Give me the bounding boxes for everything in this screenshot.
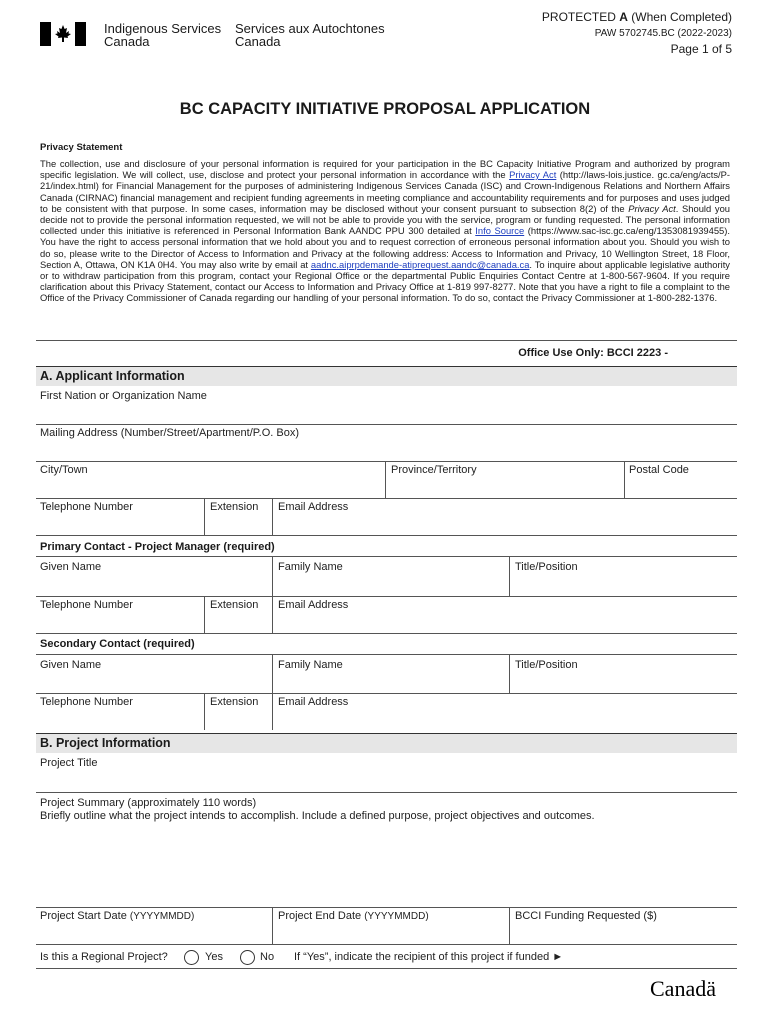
col-divider xyxy=(272,596,273,633)
col-divider xyxy=(204,596,205,633)
end-date-label xyxy=(278,910,429,922)
regional-recipient-instruction: If “Yes”, indicate the recipient of this project if funded ► xyxy=(294,951,564,963)
atip-email-link[interactable]: aadnc.aiprpdemande-atiprequest.aandc@canada.ca xyxy=(310,258,530,270)
secondary-phone-label: Telephone Number xyxy=(40,696,133,708)
applicant-phone-label: Telephone Number xyxy=(40,501,133,513)
regional-no-label: No xyxy=(260,951,275,963)
regional-yes-label: Yes xyxy=(205,951,223,963)
row-divider xyxy=(36,424,737,425)
regional-yes-radio[interactable] xyxy=(184,950,199,965)
primary-family-name-label: Family Name xyxy=(278,561,343,573)
primary-phone-label: Telephone Number xyxy=(40,599,133,611)
col-divider xyxy=(624,461,625,498)
privacy-act-link[interactable]: Privacy Act xyxy=(509,169,557,181)
end-date-text: Project End Date xyxy=(278,910,362,922)
start-date-format: (YYYYMMDD) xyxy=(129,911,195,922)
department-name-french xyxy=(235,22,385,48)
section-a-header xyxy=(36,366,737,386)
applicant-extension-label: Extension xyxy=(210,501,259,513)
department-name-english xyxy=(104,22,221,48)
col-divider xyxy=(509,654,510,693)
province-label: Province/Territory xyxy=(391,464,477,476)
primary-given-name-label: Given Name xyxy=(40,561,102,573)
regional-no-radio[interactable] xyxy=(240,950,255,965)
col-divider xyxy=(272,654,273,693)
page-number: Page 1 of 5 xyxy=(670,42,732,56)
protected-letter: A xyxy=(619,10,628,24)
secondary-family-name-label: Family Name xyxy=(278,659,343,671)
protected-prefix: PROTECTED xyxy=(541,10,616,24)
privacy-act-italic: Privacy Act xyxy=(628,202,676,214)
primary-contact-heading: Primary Contact - Project Manager (required) xyxy=(40,541,275,553)
secondary-email-label: Email Address xyxy=(278,696,349,708)
primary-extension-label: Extension xyxy=(210,599,259,611)
row-divider xyxy=(36,596,737,597)
col-divider xyxy=(385,461,386,498)
row-divider xyxy=(36,633,737,634)
funding-requested-label: BCCI Funding Requested ($) xyxy=(515,910,657,922)
privacy-text-1: The collection, use and disclosure of your personal information is required for your participation in the BC Capacity Initiative Program and authorized by program specific legislation. We will collect, use, disclose and protect your personal information in accordance with the xyxy=(40,158,730,181)
row-divider xyxy=(36,654,737,655)
page-title: BC CAPACITY INITIATIVE PROPOSAL APPLICATION xyxy=(179,100,591,118)
protected-label xyxy=(542,10,732,24)
dept-fr-line2: Canada xyxy=(235,34,281,49)
row-divider xyxy=(36,461,737,462)
row-divider xyxy=(36,944,737,945)
applicant-email-label: Email Address xyxy=(278,501,349,513)
col-divider xyxy=(272,693,273,730)
row-divider xyxy=(36,498,737,499)
form-number: PAW 5702745.BC (2022-2023) xyxy=(594,28,732,39)
col-divider xyxy=(272,556,273,596)
row-divider xyxy=(36,792,737,793)
end-date-format: (YYYYMMDD) xyxy=(364,911,429,922)
privacy-text-2: (http://laws-lois.justice. gc.ca/eng/acts/P-21/index.html) for Financial Management for the purposes of administering Indigenous Services Canada (ISC) and Crown-Indigenous Relations and Northern Affairs Canada (CIRNAC) financial management and recipient funding agreements in meeting compliance and accountability requirements and for purposes and uses judged to be consistent with that purpose. In some cases, information may be disclosed without your consent pursuant to subsection 8(2) of the xyxy=(40,169,730,214)
dept-fr-line1: Services aux Autochtones xyxy=(235,21,385,36)
row-divider xyxy=(36,693,737,694)
row-divider xyxy=(36,556,737,557)
dept-en-line2: Canada xyxy=(104,34,150,49)
canada-flag-icon xyxy=(40,22,86,46)
regional-project-question: Is this a Regional Project? xyxy=(40,951,168,963)
dept-en-line1: Indigenous Services xyxy=(104,21,222,36)
postal-code-label: Postal Code xyxy=(629,464,689,476)
col-divider xyxy=(272,498,273,535)
canada-wordmark: Canadä xyxy=(650,976,716,1001)
secondary-extension-label: Extension xyxy=(210,696,259,708)
divider xyxy=(36,340,737,341)
project-summary-hint: Briefly outline what the project intends to accomplish. Include a defined purpose, project objectives and outcomes. xyxy=(40,810,595,822)
row-divider xyxy=(36,535,737,536)
office-use-label: Office Use Only: BCCI 2223 - xyxy=(518,347,668,359)
mailing-address-label: Mailing Address (Number/Street/Apartment/P.O. Box) xyxy=(40,427,300,439)
org-name-label: First Nation or Organization Name xyxy=(40,390,207,402)
primary-title-label: Title/Position xyxy=(515,561,578,573)
col-divider xyxy=(204,498,205,535)
col-divider xyxy=(204,693,205,730)
privacy-text-3: . Should you decide not to provide the personal information requested, we will not be able to provide you with the service, program or funding requested. The personal information collected under this initiative is referenced in Personal Information Bank AANDC PPU 300 detailed at xyxy=(40,202,730,237)
privacy-statement xyxy=(40,158,730,304)
row-divider xyxy=(36,907,737,908)
privacy-text-4: (https://www.sac-isc.gc.ca/eng/1353081939455). You have the right to access personal information that we hold about you and to request correction of erroneous personal information about you. Should you wish to do so, please write to the Director of Access to Information and Privacy at the following address: Access to Information and Privacy, 10 Wellington Street, 18 Floor, Section A, Ottawa, ON K1A 0H4. You may also write by email at xyxy=(40,225,730,270)
col-divider xyxy=(509,907,510,944)
section-a-title: A. Applicant Information xyxy=(40,369,185,383)
row-divider xyxy=(36,968,737,969)
start-date-label xyxy=(40,910,194,922)
section-b-title: B. Project Information xyxy=(40,736,171,750)
primary-email-label: Email Address xyxy=(278,599,349,611)
project-summary-label: Project Summary (approximately 110 words) xyxy=(40,797,257,809)
secondary-title-label: Title/Position xyxy=(515,659,578,671)
city-label: City/Town xyxy=(40,464,88,476)
protected-suffix: (When Completed) xyxy=(631,10,732,24)
privacy-heading: Privacy Statement xyxy=(40,142,123,153)
project-title-label: Project Title xyxy=(40,757,98,769)
privacy-text-5: . To inquire about applicable legislative authority or to withdraw participation from this program, contact your Regional Office or the departmental Public Enquiries Contact Centre at 1-800-567-9604. If you require clarification about this Privacy Statement, contact our Access to Information and Privacy Office at 1-819 997-8277. Note that you have a right to file a complaint to the Office of the Privacy Commissioner of Canada regarding our handling of your personal information. To do so, contact the Privacy Commissioner at 1-800-282-1376. xyxy=(40,258,730,304)
info-source-link[interactable]: Info Source xyxy=(475,225,525,237)
section-b-header xyxy=(36,733,737,753)
col-divider xyxy=(272,907,273,944)
col-divider xyxy=(509,556,510,596)
secondary-given-name-label: Given Name xyxy=(40,659,102,671)
start-date-text: Project Start Date xyxy=(40,910,127,922)
secondary-contact-heading: Secondary Contact (required) xyxy=(40,638,195,650)
